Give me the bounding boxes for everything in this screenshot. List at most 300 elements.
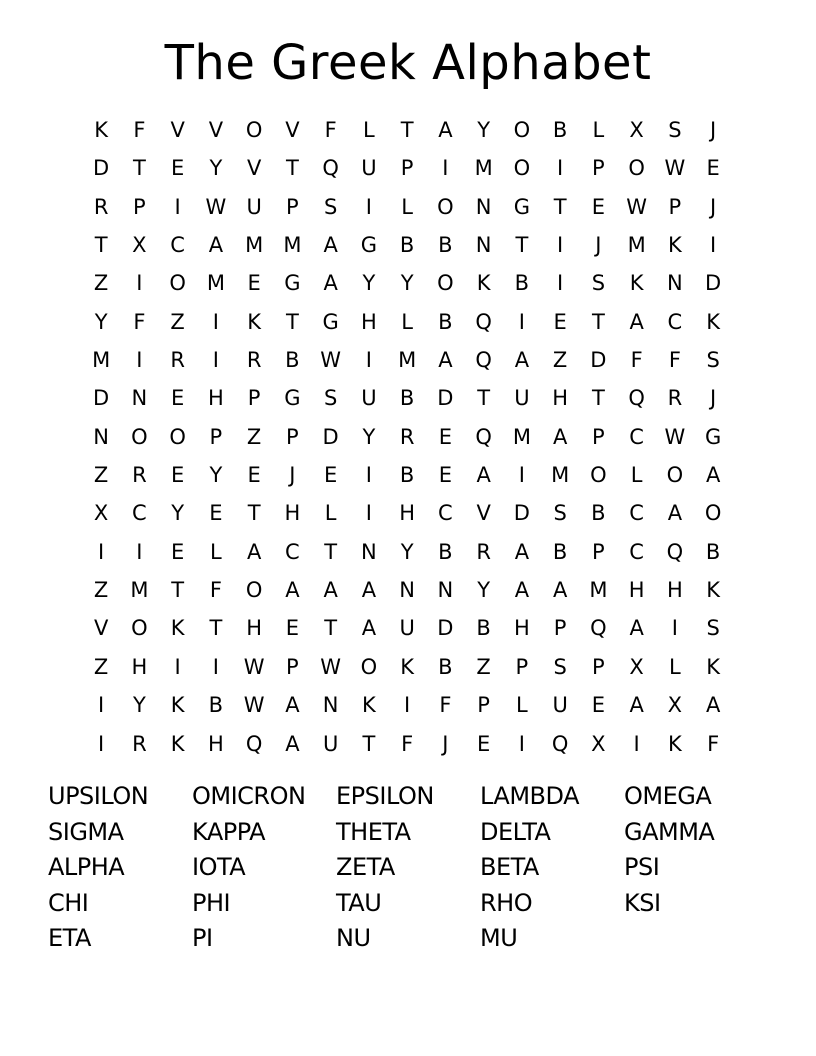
grid-letter: N: [93, 424, 109, 449]
grid-letter: W: [664, 156, 686, 181]
word-list-item: THETA: [336, 817, 411, 846]
grid-letter: A: [323, 578, 338, 603]
grid-letter: A: [323, 233, 338, 258]
grid-letter: Y: [132, 693, 146, 718]
grid-letter: L: [592, 118, 605, 142]
grid-letter: D: [437, 616, 454, 641]
grid-letter: I: [136, 271, 143, 296]
grid-letter: W: [243, 654, 265, 679]
grid-letter: Y: [477, 118, 491, 142]
grid-letter: U: [399, 616, 415, 641]
grid-letter: E: [706, 156, 720, 181]
grid-letter: K: [667, 233, 682, 258]
grid-letter: H: [666, 578, 683, 603]
grid-letter: R: [132, 731, 147, 756]
grid-letter: A: [323, 271, 338, 296]
grid-letter: T: [362, 731, 376, 756]
grid-letter: Q: [551, 731, 569, 756]
grid-letter: F: [707, 731, 720, 756]
grid-letter: J: [442, 731, 449, 756]
grid-letter: H: [207, 731, 224, 756]
grid-letter: P: [553, 616, 567, 641]
grid-letter: A: [705, 463, 721, 488]
grid-letter: A: [514, 578, 530, 603]
grid-letter: G: [704, 424, 722, 449]
grid-letter: B: [208, 693, 224, 718]
grid-letter: O: [590, 463, 607, 488]
grid-letter: Y: [362, 424, 376, 449]
grid-letter: F: [439, 693, 452, 718]
grid-letter: E: [591, 194, 606, 219]
grid-letter: S: [323, 386, 338, 411]
grid-letter: X: [93, 501, 109, 526]
grid-letter: Z: [93, 654, 109, 679]
grid-letter: P: [592, 539, 605, 564]
grid-letter: I: [671, 616, 678, 641]
grid-letter: K: [170, 616, 185, 641]
grid-letter: I: [518, 309, 525, 334]
grid-letter: Y: [362, 271, 376, 296]
grid-letter: E: [170, 156, 185, 181]
grid-letter: A: [361, 578, 377, 603]
grid-letter: T: [132, 156, 146, 181]
grid-letter: T: [324, 616, 338, 641]
grid-letter: B: [438, 309, 453, 334]
grid-letter: M: [398, 348, 417, 373]
grid-letter: B: [285, 348, 300, 373]
grid-letter: R: [132, 463, 147, 488]
grid-letter: A: [629, 693, 644, 718]
grid-letter: E: [247, 463, 261, 488]
grid-letter: N: [437, 578, 454, 603]
grid-letter: I: [136, 348, 143, 373]
grid-letter: I: [365, 348, 372, 373]
grid-letter: G: [513, 194, 531, 219]
grid-letter: A: [514, 348, 530, 373]
grid-letter: D: [705, 271, 722, 296]
grid-letter: S: [591, 271, 606, 296]
grid-letter: A: [476, 463, 491, 488]
puzzle-title: The Greek Alphabet: [164, 35, 652, 91]
grid-letter: P: [133, 194, 146, 219]
grid-letter: X: [591, 731, 606, 756]
grid-letter: B: [552, 118, 568, 142]
grid-letter: M: [245, 233, 264, 258]
grid-letter: A: [361, 616, 377, 641]
grid-letter: I: [404, 693, 411, 718]
grid-letter: W: [664, 424, 686, 449]
grid-letter: H: [399, 501, 416, 526]
grid-letter: F: [668, 348, 681, 373]
grid-letter: M: [206, 271, 225, 296]
grid-letter: A: [246, 539, 262, 564]
grid-letter: L: [363, 118, 375, 142]
grid-letter: J: [710, 194, 717, 219]
word-list-item: IOTA: [192, 853, 246, 881]
word-list-item: OMICRON: [192, 782, 306, 810]
grid-letter: D: [590, 348, 607, 373]
grid-letter: P: [477, 693, 490, 718]
grid-letter: H: [207, 386, 224, 411]
grid-letter: O: [245, 118, 263, 142]
grid-letter: A: [705, 693, 721, 718]
grid-letter: D: [322, 424, 339, 449]
grid-letter: K: [706, 309, 721, 334]
grid-letter: A: [208, 233, 224, 258]
grid-letter: Q: [475, 424, 492, 449]
word-list-item: OMEGA: [624, 782, 712, 810]
grid-letter: O: [437, 194, 454, 219]
grid-letter: B: [438, 654, 453, 679]
grid-letter: P: [286, 424, 299, 449]
grid-letter: G: [322, 309, 339, 334]
grid-letter: B: [438, 539, 453, 564]
grid-letter: F: [133, 118, 146, 142]
grid-letter: H: [552, 386, 569, 411]
grid-letter: Q: [475, 309, 492, 334]
grid-letter: I: [518, 731, 525, 756]
grid-letter: X: [132, 233, 147, 258]
word-list-item: SIGMA: [48, 817, 124, 846]
grid-letter: H: [284, 501, 301, 526]
word-list-item: BETA: [480, 853, 539, 881]
grid-letter: X: [629, 654, 644, 679]
grid-letter: V: [93, 616, 109, 641]
word-list-item: PSI: [624, 853, 660, 881]
grid-letter: P: [209, 424, 223, 449]
grid-letter: I: [518, 463, 525, 488]
grid-letter: I: [710, 233, 717, 258]
grid-letter: U: [322, 731, 339, 756]
grid-letter: B: [552, 539, 568, 564]
grid-letter: K: [400, 654, 415, 679]
grid-letter: V: [476, 501, 491, 526]
grid-letter: D: [93, 386, 110, 411]
grid-letter: E: [247, 271, 261, 296]
grid-letter: B: [514, 271, 530, 296]
grid-letter: O: [245, 578, 263, 603]
grid-letter: V: [170, 118, 185, 142]
grid-letter: O: [437, 271, 454, 296]
word-list-item: UPSILON: [48, 782, 149, 810]
grid-letter: S: [553, 501, 567, 526]
grid-letter: Z: [170, 309, 185, 334]
word-list-item: DELTA: [480, 817, 551, 846]
grid-letter: T: [553, 194, 567, 219]
grid-letter: B: [476, 616, 491, 641]
grid-letter: S: [553, 654, 567, 679]
grid-letter: P: [286, 194, 299, 219]
grid-letter: A: [438, 118, 453, 142]
grid-letter: M: [283, 233, 302, 258]
grid-letter: I: [136, 539, 143, 564]
grid-letter: B: [438, 233, 453, 258]
grid-letter: L: [210, 539, 222, 564]
grid-letter: F: [133, 309, 146, 334]
grid-letter: I: [557, 233, 564, 258]
grid-letter: N: [475, 233, 492, 258]
grid-letter: Q: [590, 616, 607, 641]
grid-letter: A: [552, 578, 568, 603]
grid-letter: K: [94, 118, 109, 142]
grid-letter: Y: [209, 463, 223, 488]
grid-letter: T: [477, 386, 491, 411]
grid-letter: P: [515, 654, 529, 679]
grid-letter: P: [668, 194, 682, 219]
grid-letter: J: [595, 233, 602, 258]
grid-letter: K: [706, 654, 721, 679]
grid-letter: I: [365, 501, 372, 526]
grid-letter: T: [591, 386, 605, 411]
grid-letter: Q: [245, 731, 263, 756]
grid-letter: I: [442, 156, 449, 181]
grid-letter: M: [92, 348, 111, 373]
grid-letter: O: [513, 156, 531, 181]
grid-letter: T: [171, 578, 185, 603]
grid-letter: E: [476, 731, 491, 756]
grid-letter: K: [170, 693, 185, 718]
grid-letter: T: [591, 309, 605, 334]
grid-letter: T: [209, 616, 223, 641]
grid-letter: I: [98, 731, 105, 756]
grid-letter: I: [633, 731, 640, 756]
grid-letter: O: [704, 501, 722, 526]
grid-letter: E: [170, 539, 185, 564]
grid-letter: A: [552, 424, 568, 449]
grid-letter: P: [400, 156, 414, 181]
grid-letter: I: [365, 194, 372, 219]
grid-letter: R: [93, 194, 109, 219]
grid-letter: J: [289, 463, 296, 488]
grid-letter: K: [476, 271, 491, 296]
word-list-item: MU: [480, 924, 518, 952]
grid-letter: C: [438, 501, 453, 526]
grid-letter: L: [669, 654, 681, 679]
word-list-item: ZETA: [336, 853, 395, 881]
grid-letter: B: [591, 501, 606, 526]
grid-letter: F: [630, 348, 643, 373]
grid-letter: C: [170, 233, 185, 258]
grid-letter: H: [246, 616, 263, 641]
grid-letter: I: [557, 156, 564, 181]
grid-letter: F: [401, 731, 414, 756]
grid-letter: Q: [628, 386, 645, 411]
grid-letter: W: [205, 194, 227, 219]
grid-letter: N: [399, 578, 415, 603]
grid-letter: K: [170, 731, 185, 756]
grid-letter: E: [323, 463, 338, 488]
grid-letter: O: [628, 156, 645, 181]
grid-letter: Y: [94, 309, 108, 334]
grid-letter: Y: [171, 501, 185, 526]
grid-letter: E: [553, 309, 567, 334]
word-list-item: CHI: [48, 888, 89, 917]
grid-letter: C: [629, 501, 644, 526]
grid-letter: E: [591, 693, 606, 718]
grid-letter: Q: [475, 348, 492, 373]
grid-letter: E: [170, 463, 185, 488]
grid-letter: U: [552, 693, 568, 718]
grid-letter: G: [284, 386, 301, 411]
grid-letter: S: [668, 118, 682, 142]
grid-letter: S: [323, 194, 338, 219]
word-list-item: NU: [336, 924, 371, 952]
grid-letter: S: [706, 348, 720, 373]
grid-letter: P: [286, 654, 299, 679]
grid-letter: N: [131, 386, 148, 411]
grid-letter: W: [626, 194, 647, 219]
grid-letter: M: [551, 463, 570, 488]
grid-letter: Z: [93, 463, 109, 488]
grid-letter: I: [98, 693, 105, 718]
grid-letter: N: [475, 194, 492, 219]
grid-letter: C: [629, 424, 644, 449]
grid-letter: L: [324, 501, 337, 526]
grid-letter: C: [285, 539, 300, 564]
grid-letter: O: [131, 616, 148, 641]
grid-letter: R: [246, 348, 262, 373]
grid-letter: J: [710, 118, 717, 142]
grid-letter: R: [170, 348, 185, 373]
grid-letter: P: [592, 424, 605, 449]
grid-letter: O: [169, 271, 186, 296]
grid-letter: I: [212, 654, 219, 679]
grid-letter: A: [285, 731, 300, 756]
grid-letter: L: [516, 693, 528, 718]
word-list-item: KAPPA: [192, 817, 266, 846]
grid-letter: V: [285, 118, 300, 142]
grid-letter: A: [438, 348, 453, 373]
grid-letter: T: [247, 501, 261, 526]
grid-letter: K: [706, 578, 721, 603]
grid-letter: M: [474, 156, 493, 181]
grid-letter: T: [324, 539, 338, 564]
grid-letter: C: [667, 309, 683, 334]
grid-letter: Y: [209, 156, 223, 181]
grid-letter: A: [667, 501, 683, 526]
grid-letter: A: [629, 616, 644, 641]
grid-letter: L: [630, 463, 643, 488]
grid-letter: Z: [246, 424, 262, 449]
grid-letter: I: [174, 194, 181, 219]
grid-letter: I: [212, 348, 219, 373]
grid-letter: H: [513, 616, 530, 641]
word-list-item: GAMMA: [624, 817, 715, 846]
grid-letter: H: [360, 309, 377, 334]
letter-grid: [82, 111, 732, 763]
word-list-item: ETA: [48, 924, 91, 952]
grid-letter: K: [247, 309, 262, 334]
grid-letter: D: [513, 501, 530, 526]
grid-letter: J: [710, 386, 717, 411]
grid-letter: E: [209, 501, 223, 526]
grid-letter: G: [360, 233, 378, 258]
grid-letter: S: [706, 616, 720, 641]
grid-letter: Z: [552, 348, 568, 373]
grid-letter: V: [208, 118, 224, 142]
word-list-item: TAU: [336, 888, 382, 917]
grid-letter: F: [209, 578, 222, 603]
grid-letter: I: [212, 309, 219, 334]
grid-letter: N: [322, 693, 339, 718]
grid-letter: B: [399, 386, 415, 411]
word-list-item: PI: [192, 924, 213, 952]
grid-letter: U: [514, 386, 530, 411]
grid-letter: E: [438, 424, 453, 449]
grid-letter: T: [285, 309, 299, 334]
grid-letter: X: [629, 118, 644, 142]
grid-letter: T: [515, 233, 529, 258]
grid-letter: H: [131, 654, 148, 679]
grid-letter: O: [169, 424, 186, 449]
grid-letter: M: [130, 578, 149, 603]
grid-letter: W: [243, 693, 265, 718]
grid-letter: R: [476, 539, 491, 564]
grid-letter: E: [438, 463, 453, 488]
word-list-item: RHO: [480, 888, 533, 917]
grid-letter: Y: [400, 271, 414, 296]
grid-letter: B: [705, 539, 721, 564]
grid-letter: V: [246, 156, 262, 181]
grid-letter: O: [360, 654, 378, 679]
grid-letter: D: [93, 156, 110, 181]
grid-letter: P: [592, 654, 605, 679]
grid-letter: U: [361, 156, 377, 181]
grid-letter: N: [667, 271, 683, 296]
grid-letter: Z: [93, 271, 109, 296]
grid-letter: W: [320, 654, 341, 679]
word-list-item: KSI: [624, 888, 661, 917]
grid-letter: T: [400, 118, 414, 142]
grid-letter: I: [98, 539, 105, 564]
grid-letter: K: [361, 693, 376, 718]
grid-letter: B: [399, 233, 415, 258]
grid-letter: A: [629, 309, 644, 334]
grid-letter: M: [512, 424, 531, 449]
grid-letter: R: [667, 386, 683, 411]
grid-letter: Z: [476, 654, 491, 679]
grid-letter: I: [174, 654, 181, 679]
grid-letter: C: [132, 501, 147, 526]
grid-letter: R: [399, 424, 415, 449]
grid-letter: Y: [477, 578, 491, 603]
grid-letter: A: [285, 578, 300, 603]
grid-letter: W: [320, 348, 341, 373]
grid-letter: O: [131, 424, 148, 449]
grid-letter: N: [361, 539, 377, 564]
grid-letter: B: [399, 463, 415, 488]
grid-letter: Q: [322, 156, 339, 181]
word-list-item: ALPHA: [48, 853, 125, 881]
grid-letter: C: [629, 539, 644, 564]
grid-letter: Q: [666, 539, 684, 564]
word-list-item: LAMBDA: [480, 782, 579, 810]
grid-letter: L: [401, 194, 413, 219]
grid-letter: U: [361, 386, 377, 411]
grid-letter: D: [437, 386, 454, 411]
grid-letter: F: [324, 118, 337, 142]
grid-letter: G: [284, 271, 301, 296]
grid-letter: K: [629, 271, 644, 296]
word-list-item: EPSILON: [336, 782, 434, 810]
grid-letter: P: [592, 156, 605, 181]
grid-letter: M: [589, 578, 608, 603]
grid-letter: A: [514, 539, 530, 564]
grid-letter: T: [285, 156, 299, 181]
grid-letter: M: [627, 233, 646, 258]
grid-letter: E: [170, 386, 185, 411]
grid-letter: X: [667, 693, 683, 718]
